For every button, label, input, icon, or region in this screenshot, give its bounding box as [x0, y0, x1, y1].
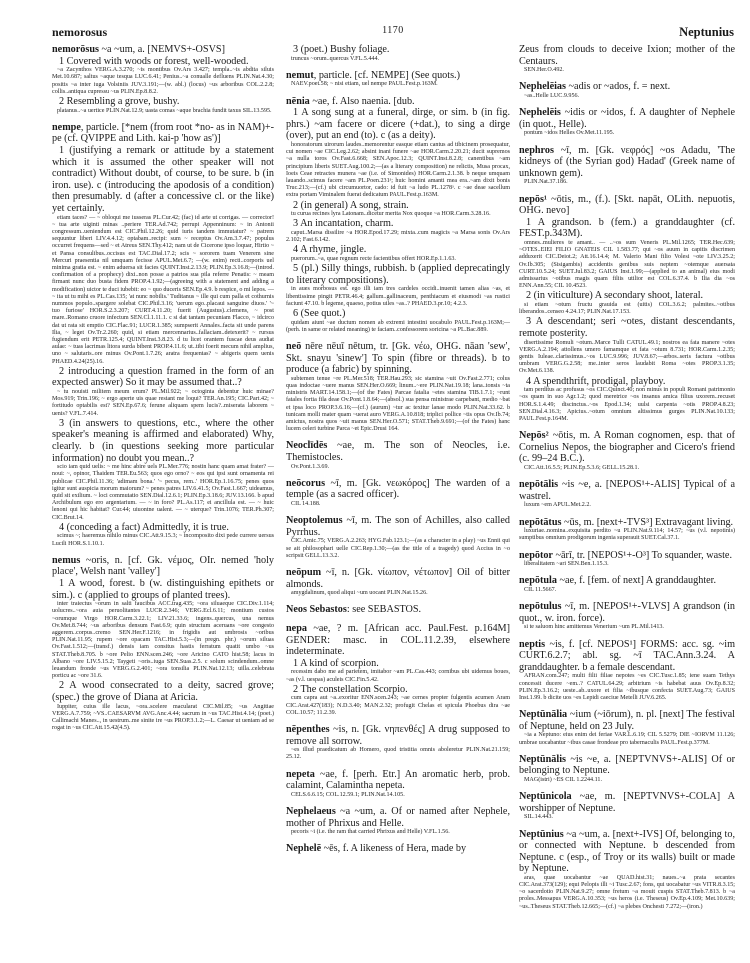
dictionary-entry — [286, 478, 510, 508]
headword: nempe — [52, 121, 81, 133]
citation-block: MAG(istri) ~ES CIL 1.2244.11. — [524, 776, 602, 783]
entry-grammar-etymology: ~ī, n. [Gk. νίωπον, νέτωπον] Oil of bitter almonds. — [286, 566, 510, 590]
headword: nepeta — [286, 768, 315, 780]
entry-head-line — [519, 791, 735, 814]
dictionary-entry — [519, 709, 735, 747]
headword: Nephelē — [286, 843, 322, 855]
dictionary-entry — [519, 575, 735, 594]
dictionary-entry — [286, 806, 510, 836]
dictionary-entry — [519, 430, 735, 472]
citation-block: CIC.Amic.75; VERG.A.2.263; HYG.Fab.123.1;—(as a character in a play) ~us Ennii qui se ait philosophari uelle CIC.Rep.1.30;—(as the title of a tragedy) quod Accius in ~o scripsit GELL.13.3.2. — [286, 538, 510, 559]
entry-grammar-etymology: ~a ~um, a. [NEMVS+-OSVS] — [98, 44, 225, 55]
entry-grammar-etymology: ~ae, f. [fem. of next] A granddaughter. — [556, 575, 717, 587]
citation-block: CELS.6.6.15; COL.12.59.1; PLIN.Nat.14.105. — [291, 791, 405, 798]
dictionary-entry — [286, 567, 510, 597]
citation-block: NAEV.poet.58; ~ nisi etiam, uel nempe PAUL.Fest.p.163M. — [291, 81, 438, 88]
entry-grammar-etymology: ~a ~um, a. Of or named after Nephele, mother of Phrixus and Helle. — [286, 805, 510, 829]
headword: Neptūnālia — [519, 709, 568, 721]
entry-grammar-etymology: ~ī, m. [NEPOS¹+-VLVS] A grandson (in quot., w. iron. force). — [519, 601, 735, 624]
dictionary-entry — [286, 515, 510, 560]
headword: Neoclīdēs — [286, 440, 328, 452]
entry-grammar-etymology: ~ōtis, m. A Roman cognomen, esp. that of Cornelius Nepos, the biographer and Cicero's friend (c. 99–24 B.C.). — [519, 430, 735, 465]
citation-block: tam perditus ac profusus ~os CIC.Quinct.40; non minus in populi Romani patrimonio ~os quam in suo Agr.1.2; quod meretrice ~os insanus amica filius uxorem..recuset HOR.S.1.4.49; discinctus..~os Epod.1.34; uulsi carpenta ~otis PROP.4.8.23; SEN.Dial.4.16.3; Apicius..~otum omnium altissimus gurges PLIN.Nat.10.133; PAUL.Fest.p.164M. — [519, 387, 735, 422]
entry-grammar-etymology: ~ārī, tr. [NEPOS¹+-O³] To squander, waste. — [552, 549, 732, 561]
citation-block: CIC.Att.16.5.5; PLIN.Ep.5.3.6; GELL.15.28.1. — [524, 464, 640, 471]
sense-definition: 1 (justifying a remark or attitude by a statement which it is assumed the other speaker will not contradict) Without doubt, of course, to be sure. b (in iron. use). c (introducing the apodosis of a condition) then presumably. d (after a concessive cl. or the like) yet certainly. — [52, 144, 274, 214]
citation-block: amygdalinum, quod aliqui ~um uocant PLIN.Nat.15.26. — [291, 590, 428, 597]
headword: nemus — [52, 554, 81, 566]
citation-block: PLIN.Nat.37.186. — [524, 179, 568, 186]
citation-block: CIL 11.5667. — [524, 586, 557, 593]
dictionary-entry — [519, 829, 735, 911]
citation-block: recessim dabo me ad parietem, imitabor ~am PL.Cas.443; cornibus ubi uidemus boues, ~as (v.l. uespas) aculeis CIC.Fin.5.42. — [286, 669, 510, 683]
dictionary-entry — [286, 724, 510, 762]
entry-head-line — [286, 96, 510, 108]
sense-definition: 2 (in general) A song, strain. — [293, 199, 409, 211]
dictionary-entry — [52, 44, 274, 115]
entry-grammar-etymology: nēre nēuī nētum, tr. [Gk. νέω, OHG. nāan 'sew', Skt. snayu 'sinew'] To spin (fibre or threads). b to produce (a fabric) by spinning. — [286, 340, 510, 376]
sense-definition: 1 A song sung at a funeral, dirge, or sim. b (in fig. phrs.) ~am facere or dicere (+dat.), to sing a dirge (over), put an end (to). c (as a deity). — [286, 107, 510, 142]
entry-grammar-etymology: , particle. [*nem (from root *no- as in NAM)+-pe (cf. QVIPPE and Lith. kai-p 'how as')] — [52, 121, 274, 145]
citation-block: tu curua recines lyra Latonam..dicetur merita Nox quoque ~a HOR.Carm.3.28.16. — [291, 211, 491, 218]
column-3 — [519, 44, 735, 918]
citation-block: subtemen tenue ~re PL.Mer.518; TER.Hau.293; sic stamina ~uit Ov.Fast.2.771; colus quas indoctae ~uere manus SEN.Her.O.669; linum..~ere PLIN.Nat.19.18; lana..tonsis ~ta ministris MART.14.158.1;—(of the Fates) Parcae fatalia ~etes stamina TIB.1.7.1; ~runt fatales fortia fila deae Ov.Pont.1.8.64;—(absol.) sua pensa ministrae carpebant, medio ~bat et ipsa loco PROP.3.6.16;—(cf.) (aurum) ~tur ac texitur lanae modo PLIN.Nat.33.62. b tunicam molli mater quam ~uerat auro VERG.A.10.818; triplici pollice ~tis opus Ov.Ib.74; amictus, nostra quos ~uit manus SEN.Her.O.571; STAT.Theb.9.691;—(of the Fates) hanc lucem celeri turbine Parca ~et Epic.Drusi 164. — [286, 375, 510, 433]
citation-block: luxuriae..nomina..exquisita perdito ~u PLIN.Nat.9.114; 14.57; ~us (v.l. nepotinis) sumptibus omnium prodigorum ingenia superauit SUET.Cal.37.1. — [519, 528, 735, 542]
entry-grammar-etymology: ~ī, m. [Gk. νεφρός] ~os Adadu, 'The kidneys of (the Syrian god) Hadad' (Greek name of unknown gem). — [519, 144, 735, 179]
entry-head-line — [286, 440, 510, 463]
citation-block: platanus..~a uertice PLIN.Nat.12.9; uasta comas ~aque brachia fundit taxus SIL.13.595. — [57, 107, 272, 114]
headword: Nepōs² — [519, 430, 549, 442]
entry-head-line — [286, 724, 510, 747]
dictionary-entry — [286, 769, 510, 799]
citation-block: Ov.Pont.1.3.69. — [291, 463, 330, 470]
sense-definition: 5 (pl.) Silly things, rubbish. b (applied deprecatingly to literary compositions). — [286, 263, 510, 286]
entry-head-line — [519, 479, 735, 502]
citation-block: cum capra aut ~a..exoritur ENN.scen.243; ~ae cernes propter fulgentis acumen Aram CIC.Arat.427(183); N.D.3.40; MAN.2.32; profugit Chelas et spicula Phoebus dira ~ae COL.10.57; 11.2.39. — [286, 695, 510, 716]
citation-block: inter traiectus ~orum in salti faucibus ACC.trag.435; ~ora siluaeque CIC.Div.1.114; uolucres..~ora auia peruolitantes LUCR.2.346; VERG.Ecl.6.11; montium custos ~orumque Virgo HOR.Carm.3.22.1; LIV.21.33.6; ingens..quercus, una nemus Ov.Met.8.744; ~us arboribus densum Fast.6.9; quin structum aceruans ~ore congesto aggerem..corpus..cremo SEN.Her.F.1216; in frigidis aut umbrosis ~oribus PLIN.Nat.11.95; rupem ~ore opacam TAC.Hist.5.3;—(in pregn. phr.) ~orum siluas Ov.Fast.1.512;—(transf.) densis iam consitus hastis ferratum quatit umbo ~us STAT.Theb.8.705. b ~ore Pelio ENN.scen.246; ~ore Aricino CATO hist.58; lacus in Albano ~ore LIV.5.15.2; Taygeti ~oris..iuga SEN.Suas.2.5. c solum scindendum..omne leuandum fronde ~us VERG.G.2.401; ~ora tonsilia PLIN.Nat.12.13; uilla..celebrata porticu ac ~ore 31.6. — [52, 601, 274, 680]
dictionary-entry — [286, 70, 510, 89]
entry-grammar-etymology: ~adis or ~ados, f. = next. — [565, 81, 671, 93]
entry-head-line — [519, 517, 735, 529]
dictionary-entry — [519, 194, 735, 424]
headword: Neoptolemus — [286, 515, 343, 527]
sense-definition: 1 A wood, forest. b (w. distinguishing epithets or sim.). c (applied to groups of planted trees). — [52, 578, 274, 601]
running-head-first-word: nemorosus — [52, 25, 108, 39]
entry-head-line — [286, 567, 510, 590]
citation-block: pontum ~idos Helles Ov.Met.11.195. — [524, 130, 615, 137]
dictionary-entry — [286, 341, 510, 433]
sense-definition: 3 A descendant; seri ~otes, distant descendants, remote posterity. — [519, 316, 735, 339]
citation-block: puerorum..~a, quae regnum recte facientibus offert HOR.Ep.1.1.63. — [291, 255, 456, 262]
entry-head-line — [286, 70, 510, 82]
entry-grammar-etymology: ~ae, f. [perh. Etr.] An aromatic herb, prob. calamint, Calamintha nepeta. — [286, 768, 510, 792]
sense-definition: 3 (in answers to questions, etc., where the other speaker's meaning is affirmed and elaborated) Why, clearly. b (in questions seeking more particular information) no doubt you mean..? — [52, 417, 274, 464]
citation-block: scimus ~; haeremus nihilo minus CIC.Att.9.15.3; ~ incomposito dixi pede currere uersus Lucili HOR.S.1.10.1. — [52, 533, 274, 547]
entry-head-line — [286, 478, 510, 501]
entry-head-line — [519, 639, 735, 674]
sense-definition: 6 (See quot.) — [293, 307, 346, 319]
citation-block: AFRAN.com.247; multi filii filiae nepotes ~es CIC.Tusc.1.85; iene suam Tethys concessit ducere ~em..? CATUL.64.29; arbitrium ~is habebat auus Ov.Ep.8.32; PLIN.Ep.3.16.2; ueste..ab..uxore et filia ~ibusque confecta SUET.Aug.73; GAIUS Inst.1.99. b dicite uos ~es Lepidi caeciue Metelli JUV.6.265. — [519, 673, 735, 701]
citation-block: ~as..Helle LUC.9.956. — [524, 92, 580, 99]
sense-definition: 1 Covered with woods or forest, well-wooded. — [59, 55, 249, 67]
entry-grammar-etymology: ~ēs, f. A likeness of Hera, made by — [321, 843, 467, 855]
headword: Neptūnicola — [519, 791, 572, 803]
entry-head-line — [519, 550, 735, 562]
entry-grammar-etymology: ~oris, n. [cf. Gk. νέμος, OIr. nemed 'holy place', Welsh nant 'valley'] — [52, 554, 274, 578]
dictionary-entry — [519, 517, 735, 543]
citation-block: disertissime Romuli ~otum..Marce Tulli CATUL.49.1; nostros ea fata manere ~otes VERG.A.2.194; attollens umero famamque et fata ~otum 8.731; HOR.Carm.1.2.35; gentis Iuleae..clarissimus..~os LUC.9.996; JUV.8.67;—arbos..seris factura ~otibus umbram VERG.G.2.58; me..inter seros laudabit Roma ~otes PROP.3.1.35; Ov.Met.6.138. — [519, 339, 735, 375]
entry-head-line — [519, 107, 735, 130]
citation-block: caput..Marsa dissilire ~a HOR.Epod.17.29; mixta..cum magicis ~a Marsa sonis Ov.Ars 2.102; Fast.6.142. — [286, 229, 510, 244]
entry-head-line — [286, 341, 510, 376]
entry-head-line — [519, 81, 735, 93]
headword: neōcorus — [286, 477, 326, 489]
dictionary-entry — [519, 44, 735, 74]
sense-definition: 1 A grandson. b (fem.) a granddaughter (cf. FEST.p.343M). — [519, 216, 735, 240]
headword: nepōtātus — [519, 516, 562, 528]
citation-block: scio iam quid uelis: ~ me hinc abire uels PL.Mer.776; nostin hanc quam amat frater? — noui: ~, opinor, Thaidem TER.Eu.563; quos ego orno? ~ eos qui ipsi sunt ornamenta rei publicae CIC.Phil.11.36; 'adimam bona.' '~ pecus, rem..' HOR.Ep.1.16.75; penes quos igitur sunt auspicia morum maiorum? ~ penes patres LIV.6.41.5; Ov.Fast.1.667; uideamus, quid sit exilium. ~ loci commutatio SEN.Dial.12.6.1; PLIN.Ep.3.18.6; JUV.13.166. b apud Archibulum ego ero argentarium. — ~ in foro? PL.As.117; ei ancillula est. — ~ huic lenoni qui hic habitat? Cur.44; uiuontne ualent. — ~ uterque? Trin.1076; TER.Ph.307; CIC.Brut.14. — [52, 464, 274, 521]
dictionary-entry — [519, 754, 735, 784]
sense-definition: 2 introducing a question framed in the form of an expected answer) So it may be assumed that..? — [52, 365, 274, 389]
citation-block: pecoris ~i (i.e. the ram that carried Phrixus and Helle) V.FL.1.56. — [291, 829, 450, 836]
citation-block: Iuppiter, cuius ille lacus, ~ora..scelere macularat CIC.Mil.85; ~us Angitiae VERG.A.7.759; ~VS..CAESARVM AVG.Anc.4.44; sacrum in ~us TAC.Hist.4.14; (poet.) Callimachi Manes.., in uestrum..me sinite ire ~us PROP.3.1.2;—L. Caesar ut ueniam ad se rogat in ~us CIC.Att.15.42(4.5). — [52, 703, 274, 732]
entry-grammar-etymology: ~idis or ~idos, f. A daughter of Nephele (in quot., Helle). — [519, 107, 735, 130]
citation-block: luxum ~em APUL.Met.2.2. — [524, 502, 591, 509]
entry-grammar-etymology: ~is ~e, a. [NEPTVNVS+-ALIS] Of or belonging to Neptune. — [519, 753, 735, 777]
entry-head-line — [519, 430, 735, 465]
running-head-last-word: Neptunius — [679, 25, 734, 39]
entry-grammar-etymology: Zeus from clouds to deceive Ixion; mother of the Centaurs. — [519, 44, 735, 67]
headword: Neptūnius — [519, 828, 564, 840]
entry-head-line — [519, 829, 735, 875]
entry-head-line — [286, 604, 510, 616]
headword: neōpum — [286, 566, 322, 578]
running-head — [52, 25, 734, 41]
entry-head-line — [519, 44, 735, 67]
entry-head-line — [52, 555, 274, 578]
entry-grammar-etymology: : see SEBASTOS. — [346, 604, 422, 616]
entry-head-line — [286, 843, 510, 855]
entry-grammar-etymology: , particle. [cf. NEMPE] (See quots.) — [313, 69, 460, 81]
entry-head-line — [519, 754, 735, 777]
dictionary-entry — [519, 479, 735, 509]
entry-head-line — [286, 806, 510, 829]
entry-head-line — [519, 575, 735, 587]
entry-grammar-etymology: ~is, n. [Gk. νηπενθές] A drug supposed to remove all sorrow. — [286, 723, 510, 747]
entry-grammar-etymology: ~a ~um, a. [next+-IVS] Of, belonging to, or connected with Neptune. b descended from Neptune. c (esp., of Troy or its walls) built or made by Neptune. — [519, 828, 735, 875]
headword: nepōtula — [519, 575, 557, 587]
citation-block: si etiam ~otum fructu grauida est (uitis) COL.3.6.2; palmites..~otibus liberandos..censeo 4.24.17; PLIN.Nat.17.153. — [519, 301, 735, 316]
entry-grammar-etymology: ~ae, ? m. [African acc. Paul.Fest. p.164M] GENDER: masc. in COL.11.2.39, elsewhere indeterminate. — [286, 622, 510, 658]
column-2 — [286, 44, 510, 862]
entry-grammar-etymology: ~ae, m. The son of Neocles, i.e. Themistocles. — [286, 440, 510, 463]
entry-grammar-etymology: ~is, f. [cf. NEPOS¹] FORMS: acc. sg. ~im CURT.6.2.7; abl. sg. ~ī TAC.Ann.3.24. A granddaughter. b a female descendant. — [519, 638, 735, 673]
page-number: 1170 — [382, 25, 404, 36]
citation-block: ~a Zacynthos VERG.A.3.270; ~is montibus Ov.Ars 3.427; templa..~is abdita siluis Met.10.687; saltus ~aque tesqua LUC.6.41; Penius..~a conualle defluens PLIN.Nat.4.30; positis ~a inter iuga Volsiniis JUV.3.191;—(w. abl.) (locus) ~us arboribus COL.2.2.8; collis..antiqua cupressu ~us PLIN.Ep.8.8.2. — [52, 67, 274, 95]
entry-grammar-etymology: ~ae, f. Also naenia. [dub. — [309, 95, 415, 107]
headword: Neos Sebastos — [286, 604, 347, 616]
dictionary-entry — [286, 440, 510, 470]
citation-block: SEN.Her.O.492. — [524, 67, 564, 74]
sense-definition: 2 (in viticulture) A secondary shoot, lateral. — [526, 290, 704, 302]
dictionary-entry — [519, 81, 735, 100]
headword: nemorōsus — [52, 44, 99, 55]
headword: nepōtor — [519, 549, 553, 561]
entry-grammar-etymology: ~is ~e, a. [NEPOS¹+-ALIS] Typical of a wastrel. — [519, 479, 735, 502]
headword: nepōtulus — [519, 601, 562, 613]
dictionary-entry — [286, 604, 510, 616]
dictionary-entry — [519, 639, 735, 703]
dictionary-entry — [519, 601, 735, 631]
citation-block: aras, quae uocabantur ~ae QUAD.hist.31; naues..~a prata secantes CIC.Arat.373(129); equi Pelopis illi ~i Tusc.2.67; fons, qui uocabatur ~us VITR.8.3.15; ~o sacerdotio PLIN.Nat.9.27; omne fretum ~a mouit cuspis STAT.Theb.7.813. b ~a proles..Messapus VERG.A.10.353; ~us heros (i.e. Theseus) Ov.Ep.4.109; Met.10.639; ~us..Theseus STAT.Theb.12.665;—(cf.) ~a plebes Onchesti 7.272;—(iron.) — [519, 874, 735, 910]
headword: nephros — [519, 144, 554, 156]
entry-head-line — [286, 623, 510, 658]
entry-head-line — [286, 515, 510, 538]
citation-block: in aues morbosus est. ego illi iam tres cardeles occidi..inuenit tamen alias ~as, et libentissime pingit PETR.46.4; gallum..gallinaceum, penthiacum et eiusmodi ~as rustici faciunt 47.10. b legeme, quaeso, potius uiles ~as..? PHAED.3.pr.10; 4.2.3. — [286, 286, 510, 307]
entry-head-line — [519, 145, 735, 180]
headword: nemut — [286, 69, 314, 81]
headword: Nephelaeus — [286, 805, 336, 817]
citation-block: liberalitatem ~ari SEN.Ben.1.15.3. — [524, 561, 609, 568]
dictionary-entry — [519, 145, 735, 187]
headword: nēnia — [286, 95, 310, 107]
headword: nēpenthes — [286, 723, 330, 735]
dictionary-entry — [286, 44, 510, 63]
headword: Nephelēias — [519, 81, 566, 93]
dictionary-entry — [519, 550, 735, 569]
entry-grammar-etymology: ~ium (~iōrum), n. pl. [next] The festival of Neptune, held on 23 July. — [519, 709, 735, 732]
entry-head-line — [519, 601, 735, 624]
headword: neptis — [519, 638, 546, 650]
citation-block: honoratorum uirorum laudes..memorentur easque etiam cantus ad tibicinem prosequatur, cui nomen ~ae CIC.Leg.2.62; absint inani funere ~ae HOR.Carm.2.20.21; ducit supremos ~a nulla toros Ov.Fast.6.668; SEN.Apoc.12.3; QUINT.Inst.8.2.8; canentibus ~am principium liberis SUET.Aug.100.2;—(as a literary composition) ne relictis, Musa procax, Ioeis Ceae retractes munera ~ae (i.e. of Simonides) HOR.Carm.2.1.38. b neque umquam lauando..scimus facere ~am PL.Poen.231ᵃ; huic homini amanti mea era..~am dixit bonis Truc.213;—(cf.) ubi circumuortor, cado: id fuit ~a ludo PL.1278ᵃ. c ~ae deae sacellum extra portam Viminalem fuerat dedicatum PAUL.Fest.p.163M. — [286, 141, 510, 199]
entry-grammar-etymology: ~ae, m. [NEPTVNVS+-COLA] A worshipper of Neptune. — [519, 791, 735, 814]
dictionary-entry — [52, 122, 274, 548]
headword: Neptūnālis — [519, 753, 566, 765]
dictionary-entry — [286, 843, 510, 855]
dictionary-entry — [286, 623, 510, 717]
citation-block: truncus ~orum..quercus V.FL.5.444. — [291, 55, 380, 62]
dictionary-entry — [286, 96, 510, 334]
dictionary-entry — [519, 107, 735, 137]
sense-definition: 1 A kind of scorpion. — [293, 657, 379, 669]
citation-block: ~ tu nouisti militem meum erum? PL.Mil.922; ~ octoginta debentur huic minae? Mos.919; Trin.196; ~ ergo aperte uis quae restant me loqui? TER.An.195; CIC.Part.42; ~ fortitudo optabilis est? SEN.Ep.67.6; ferune aliquam spem lucis?..miserata laborem ~ uenis? V.FL.7.414. — [52, 389, 274, 417]
citation-block: ~es illud praedicatum ab Homero, quod tristitia omnis aboleretur PLIN.Nat.21.159; 25.12. — [286, 747, 510, 761]
citation-block: CIL 14.188. — [291, 500, 321, 507]
headword: neō — [286, 340, 302, 352]
entry-head-line — [286, 769, 510, 792]
entry-grammar-etymology: ~ōtis, m., (f.). [Skt. napāt, OLith. nepuotis, OHG. nevo] — [519, 193, 735, 217]
dictionary-entry — [52, 555, 274, 733]
headword: nepōs¹ — [519, 193, 547, 205]
entry-grammar-etymology: ~ī, m. [Gk. νεωκόρος] The warden of a temple (as a sacred officer). — [286, 477, 510, 501]
headword: nepa — [286, 622, 307, 634]
sense-definition: 2 A wood consecrated to a deity, sacred grove; (spec.) the grove of Diana at Aricia. — [52, 680, 274, 704]
entry-grammar-etymology: ~ūs, m. [next+-TVS³] Extravagant living. — [561, 516, 734, 528]
entry-head-line — [52, 122, 274, 145]
entry-grammar-etymology: ~ī, m. The son of Achilles, also called Pyrrhus. — [286, 515, 510, 538]
citation-block: SIL.14.443. — [524, 814, 553, 821]
citation-block: omnes..mulieres te amant.. — ..~os sum Veneris PL.Mil.1265; TER.Hec.639; ~OTES..EIEI FILIO GNATEIS CIL 1.583.77; qui ~os auum in capitis discrimen adduxerit CIC.Deiot.2; Att.16.14.4; M. Valerio Mani filio Volesi ~ote LIV.3.25.2; Ov.Ib.305; (Sisigambis) accidentis genibus suis neptem ~otemque auersata CURT.10.5.24; SUET.Jul.83.2; GAIUS Inst.1.99;—(applied to an animal) eius modi admissarius ~otibus magis quam filiis utilior est COL.6.37.4. b Ilia dia ~os ENN.Ann.55; CIL 10.4523. — [519, 239, 735, 290]
headword: nepōtālis — [519, 479, 559, 491]
sense-definition: 2 Resembling a grove, bushy. — [59, 96, 180, 107]
column-1 — [52, 44, 274, 739]
dictionary-entry — [519, 791, 735, 821]
sense-definition: 4 A rhyme, jingle. — [293, 244, 367, 256]
citation-block: si te saluom hinc amittemus Venerium ~um PL.Mil.1413. — [524, 624, 664, 631]
entry-head-line — [519, 194, 735, 217]
citation-block: ~ia a Neptuno: eius enim dei feriae VAR.L.6.19; CIL 5.5279; DIE ~IORVM 11.126; umbrae uocabantur ~ibus casae frondeae pro tabernaculis PAUL.Fest.p.377M. — [519, 732, 735, 746]
headword: Nephelēis — [519, 107, 561, 119]
sense-definition: 3 (poet.) Bushy foliage. — [293, 44, 390, 55]
sense-definition: 2 The constellation Scorpio. — [293, 683, 408, 695]
citation-block: etiam taces? — ~ obloqui me iusseras PL.Cur.42; (fac) id arte ut corrigas. — corrector! ~ tua arte uiginti minas ..periere TER.Ad.742; perrupi Appenninum: ~ in Antonii congressum..ueniendum est CIC.Phil.12.26; quid iuris tandem immutatur? ~ patrem sequuntur liberi LIV.4.4.12; optabam..recipi: sum ~ receptus Ov.Am.3.7.47; populus occurret frequens—sed ~ et Atreus SEN.Thy.412; nam ut de Cicerone ipso loquar, Hirtio ~ et Pansa consulibus..occisus est TAC.Dial.17.2; scis ~ sororem tuam Venerem sine Mercuri praesentia nil umquam fecisse APUL.Met.6.7; —(w. enim) recti..corporis uel minima gratia est. ~ enim aduersa sit facies QUINT.Inst.2.13.9; PLIN.Ep.3.16.8;—(introd. confirmation of a prophecy) dixi..non posse a patrios sua pila referre Penatis: ~ meam firmant nunc duo busta fidem PROP.4.1.92;—(agreeing with a statement and adding a modification) uictor te duci iubebit: eo ~ quo duceris SEN.Ep.4.9. b respice, o mi lepos. — ~ ita ut tu mihi es PL.Cas.135; 'at nunc nobilis.' Tuditanus ~ ille qui cum palla et cothurnis nummos populo..spargere solebat CIC.Phil.3.16; 'uerum ego..placaui sanguine diuos.' '~ tuo furiose' HOR.S.2.3.207; CURT.4.11.20; fuerit (Augustus)..clemens, ~ post mare..Romano cruore infectum SEN.Cl.1.11.1. c si dat tantam pecuniam Flacco, ~ idcirco dat ut rata sit emptio CIC.Flac.91; LUCR.1.385; sumpserit Annales..facta sit unde parens Ilia, ~ leget Ov.Tr.2.260; quid, si etiam mercennarius..fallaciam..detexerit? ~ rursus fugiendum erit PETR.125.4; QUINT.Inst.3.8.23. d tu licet orantem fuscae deus audiat aulae: ~ tuas lacrimas litora surda bibent PROP.4.11.6; ut..tibi foerit mecum nihil amplius, uno ~ salutaris..ore minus Ov.Pont.1.7.26; aratra frequentas? ~ abigeris quem uenis PHAED.4.24(25).16. — [52, 214, 274, 365]
sense-definition: 4 (conceding a fact) Admittedly, it is true. — [59, 521, 229, 533]
sense-definition: 4 A spendthrift, prodigal, playboy. — [526, 375, 666, 387]
entry-head-line — [52, 44, 274, 56]
citation-block: quidam aiunt ~ae ductum nomen ab extremi intestini uocabulo PAUL.Fest.p.163M;—(perh. in same or related meaning) te faciam..confessorem soricina ~a PL.Bac.889. — [286, 319, 510, 333]
sense-definition: 3 An incantation, charm. — [293, 218, 394, 230]
entry-head-line — [519, 709, 735, 732]
